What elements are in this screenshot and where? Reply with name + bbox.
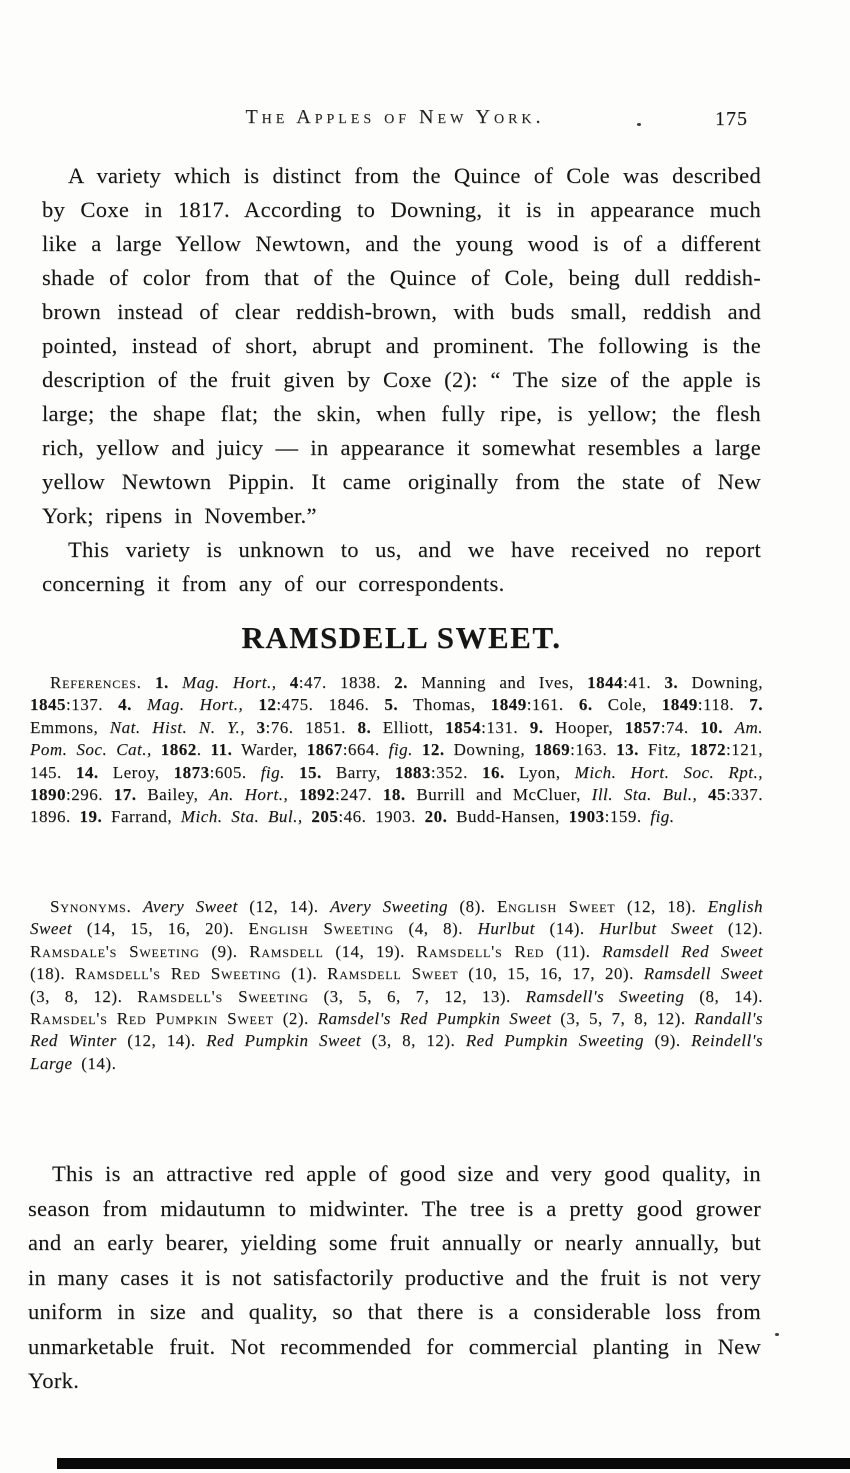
synonyms-paragraph: Synonyms. Avery Sweet (12, 14). Avery Sweeting (8). English Sweet (12, 18). English Sweet (14, 15, 16, 20). English Sweeting (4, 8). Hurlbut (14). Hurlbut Sweet (12). Ramsdale's Sweeting (9). Ramsdell (14, 19). Ramsdell's Red (11). Ramsdell Red Sweet (18). Ramsdell's Red Sweeting (1). Ramsdell Sweet (10, 15, 16, 17, 20). Ramsdell Sweet (3, 8, 12). Ramsdell's Sweeting (3, 5, 6, 7, 12, 13). Ramsdell's Sweeting (8, 14). Ramsdel's Red Pumpkin Sweet (2). Ramsdel's Red Pumpkin Sweet (3, 5, 7, 8, 12). Randall's Red Winter (12, 14). Red Pumpkin Sweet (3, 8, 12). Red Pumpkin Sweeting (9). Reindell's Large (14). — [30, 897, 764, 1073]
running-head-title: The Apples of New York. — [245, 106, 545, 128]
ink-speck — [775, 1333, 779, 1336]
intro-paragraph-1: A variety which is distinct from the Quince of Cole was described by Coxe in 1817. According to Downing, it is in appearance much like a large Yellow Newtown, and the young wood is of a different shade of color from that of the Quince of Cole, being dull reddish-brown instead of clear reddish-brown, with buds small, reddish and pointed, instead of short, abrupt and prominent. The following is the description of the fruit given by Coxe (2): “ The size of the apple is large; the shape flat; the skin, when fully ripe, is yellow; the flesh rich, yellow and juicy — in appearance it somewhat resembles a large yellow Newtown Pippin. It came originally from the state of New York; ripens in November.” — [42, 163, 761, 528]
references-paragraph: References. 1. Mag. Hort., 4:47. 1838. 2. Manning and Ives, 1844:41. 3. Downing, 1845:137. 4. Mag. Hort., 12:475. 1846. 5. Thomas, 1849:161. 6. Cole, 1849:118. 7. Emmons, Nat. Hist. N. Y., 3:76. 1851. 8. Elliott, 1854:131. 9. Hooper, 1857:74. 10. Am. Pom. Soc. Cat., 1862. 11. Warder, 1867:664. fig. 12. Downing, 1869:163. 13. Fitz, 1872:121, 145. 14. Leroy, 1873:605. fig. 15. Barry, 1883:352. 16. Lyon, Mich. Hort. Soc. Rpt., 1890:296. 17. Bailey, An. Hort., 1892:247. 18. Burrill and McCluer, Ill. Sta. Bul., 45:337. 1896. 19. Farrand, Mich. Sta. Bul., 205:46. 1903. 20. Budd-Hansen, 1903:159. fig. — [30, 673, 764, 827]
page-number: 175 — [715, 108, 748, 130]
ink-speck — [637, 123, 641, 126]
description-paragraph: This is an attractive red apple of good size and very good quality, in season from midautumn to midwinter. The tree is a pretty good grower and an early bearer, yielding some fruit annually or nearly annually, but in many cases it is not satisfactorily productive and the fruit is not very uniform in size and quality, so that there is a considerable loss from unmarketable fruit. Not recommended for commercial planting in New York. — [28, 1161, 761, 1393]
intro-section — [42, 159, 761, 601]
variety-heading: RAMSDELL SWEET. — [241, 620, 562, 655]
intro-paragraph-2: This variety is unknown to us, and we have received no report concerning it from any of our correspondents. — [42, 537, 761, 596]
running-head — [42, 106, 748, 136]
scan-artifact-bar — [57, 1458, 850, 1469]
